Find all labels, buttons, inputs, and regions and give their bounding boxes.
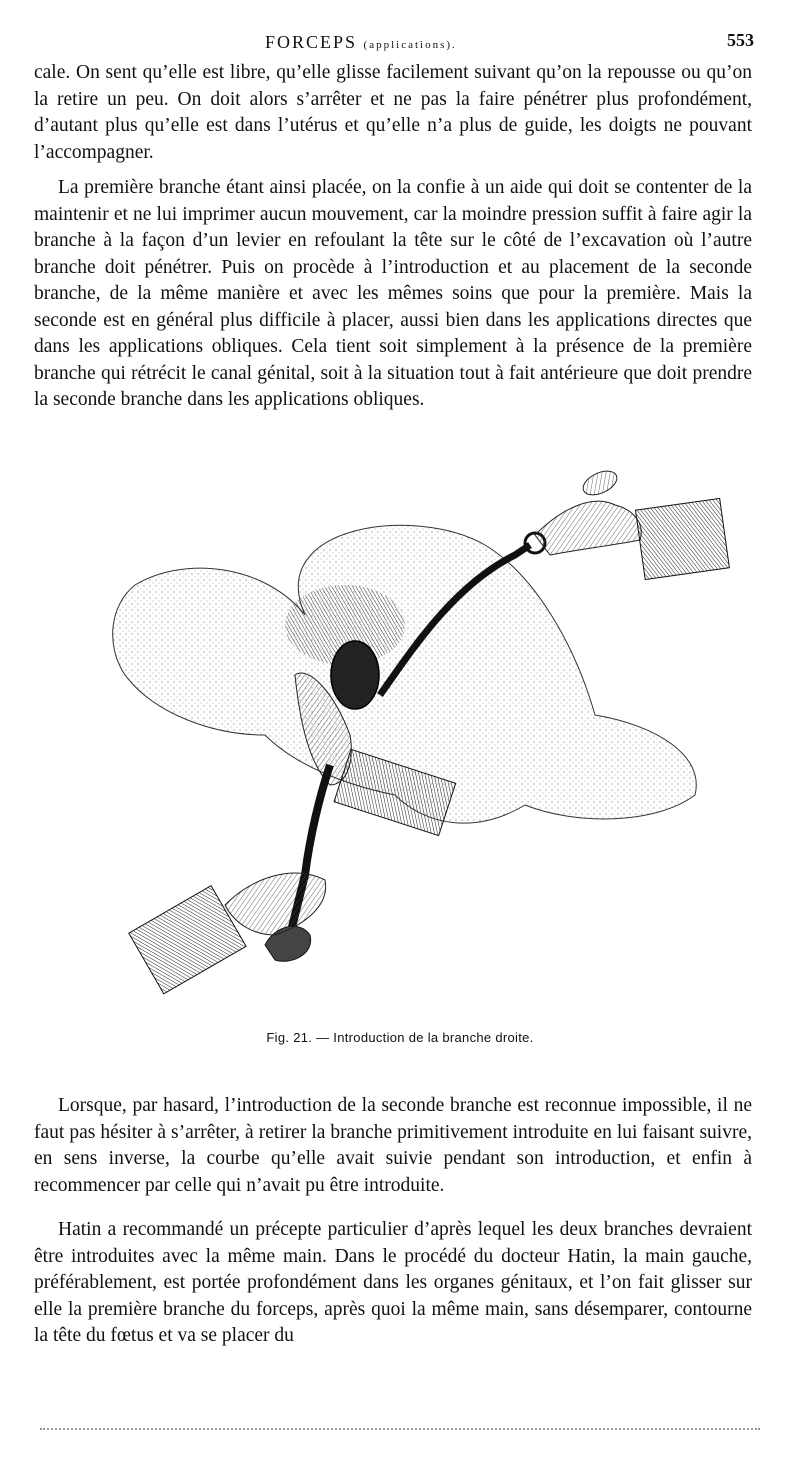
thumb-tip <box>579 466 620 499</box>
upper-sleeve <box>635 498 729 579</box>
paragraph-hatin: Hatin a recommandé un précepte particulier d’après lequel les deux branches devraient être introduites avec la même main. Dans le procédé du docteur Hatin, la main gauche, préférablement, est portée profondément dans les organes génitaux, et l’on fait glisser sur elle la première branche du forceps, après quoi la même main, sans désemparer, contourne la tête du fœtus et va se placer du <box>34 1219 752 1346</box>
running-head-subtitle: (applications). <box>363 39 457 51</box>
upper-hand <box>535 501 641 555</box>
forceps-illustration <box>95 465 735 1025</box>
paragraph-impossible-introduction: Lorsque, par hasard, l’introduction de la seconde branche est reconnue impossible, il ne faut pas hésiter à s’arrêter, à retirer la branche primitivement introduite en lui faisant suivre, en sens inverse, la courbe qu’elle avait suivie pendant son introduction, et enfin à recommencer par celle qui n’avait pu être introduite. <box>34 1095 752 1196</box>
page-number: 553 <box>727 30 754 50</box>
figure-engraving <box>95 465 735 1025</box>
paragraph-second-branch: La première branche étant ainsi placée, on la confie à un aide qui doit se contenter de la maintenir et ne lui imprimer aucun mouvement, car la moindre pression suffit à faire agir la branche à la façon d’un levier en refoulant la tête sur le côté de l’excavation où l’autre branche doit pénétrer. Puis on procède à l’introduction et au placement de la seconde branche, de la même manière et avec les mêmes soins que pour la première. Mais la seconde est en général plus difficile à placer, aussi bien dans les applications directes que dans les applications obliques. Cela tient soit simplement à la présence de la première branche qui rétrécit le canal génital, soit à la situation tout à fait antérieure que doit prendre la seconde branche dans les applications obliques. <box>34 177 752 410</box>
paragraph-continued: cale. On sent qu’elle est libre, qu’elle glisse facilement suivant qu’on la repousse ou qu’on la retire un peu. On doit alors s’arrêter et ne pas la faire pénétrer plus profondément, d’autant plus qu’elle est dans l’utérus et qu’elle n’a plus de guide, les doigts ne pouvant l’accompagner. <box>34 62 752 163</box>
figure-opening <box>331 641 379 709</box>
running-head <box>0 30 800 54</box>
figure-caption: Fig. 21. — Introduction de la branche droite. <box>266 1030 534 1045</box>
running-head-title: FORCEPS (applications). <box>265 32 457 52</box>
lower-hand <box>225 873 326 935</box>
footer-rule <box>40 1428 760 1430</box>
